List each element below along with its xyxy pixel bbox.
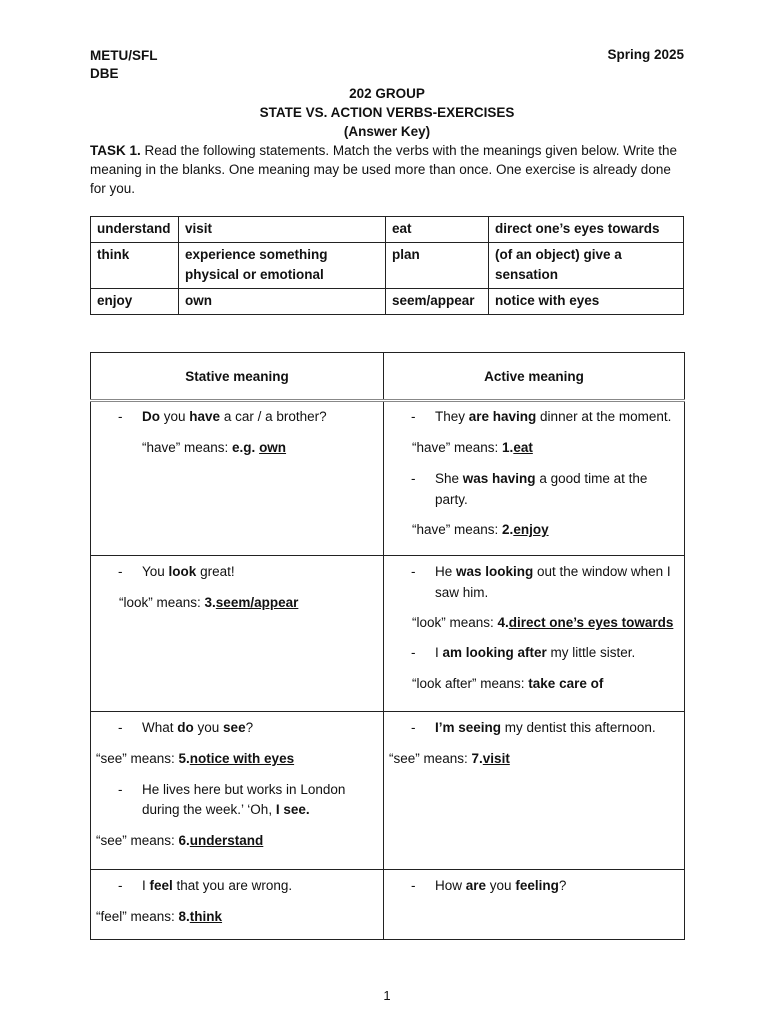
stative-header: Stative meaning [91,353,384,401]
meaning-answer: “have” means: e.g. own [142,440,287,455]
meaning-cell: eat [386,217,489,243]
exercise-table [90,352,685,940]
active-cell [384,712,685,870]
meaning-answer: “look” means: 3.seem/appear [119,595,299,610]
bullet-dash: - [411,471,416,486]
sentence: Do you have a car / a brother? [142,409,327,424]
bullet-dash: - [118,878,123,893]
header-term: Spring 2025 [607,47,684,62]
task-instructions [90,141,690,198]
stative-cell [91,870,384,940]
table-row [91,289,684,315]
meaning-answer: “look” means: 4.direct one’s eyes towards [412,615,674,630]
meaning-cell: (of an object) give a sensation [489,243,684,289]
meaning-answer: “see” means: 7.visit [389,751,510,766]
active-header: Active meaning [384,353,685,401]
meaning-answer: “look after” means: take care of [412,676,604,691]
header-institution-block [90,47,158,83]
active-cell [384,401,685,556]
sentence: What do you see? [142,720,254,735]
bullet-dash: - [411,564,416,579]
title-block [0,84,768,141]
page-title: STATE VS. ACTION VERBS-EXERCISES [259,105,515,120]
stative-cell [91,712,384,870]
page-number: 1 [383,988,391,1003]
meaning-cell: seem/appear [386,289,489,315]
page-subtitle: (Answer Key) [343,124,431,139]
bullet-dash: - [411,409,416,424]
meaning-answer: “feel” means: 8.think [96,909,223,924]
meaning-answer: “see” means: 6.understand [96,833,264,848]
table-row [91,217,684,243]
sentence: He lives here but works in London [142,782,346,797]
bullet-dash: - [411,878,416,893]
sentence-continuation: during the week.’ ‘Oh, I see. [142,802,310,817]
bullet-dash: - [118,782,123,797]
header-institution: METU/SFL [90,48,158,63]
meaning-cell: plan [386,243,489,289]
meaning-answer: “have” means: 2.enjoy [412,522,549,537]
bullet-dash: - [118,720,123,735]
header-department: DBE [90,66,119,81]
task-label: TASK 1. [90,143,141,158]
table-row [91,556,685,712]
sentence: You look great! [142,564,235,579]
sentence: She was having a good time at the [435,471,648,486]
sentence: I’m seeing my dentist this afternoon. [435,720,656,735]
meaning-answer: “have” means: 1.eat [412,440,533,455]
meaning-cell: notice with eyes [489,289,684,315]
sentence: How are you feeling? [435,878,567,893]
meanings-table [90,216,684,315]
bullet-dash: - [118,564,123,579]
stative-cell [91,556,384,712]
active-cell [384,556,685,712]
sentence-continuation: saw him. [435,585,489,600]
active-cell [384,870,685,940]
table-row [91,243,684,289]
sentence: I am looking after my little sister. [435,645,636,660]
meaning-cell: experience something physical or emotional [179,243,386,289]
task-text: Read the following statements. Match the verbs with the meanings given below. Write the meaning in the blanks. One meaning may be used more than once. One exercise is already done for you. [90,143,678,196]
meaning-answer: “see” means: 5.notice with eyes [96,751,295,766]
meaning-cell: visit [179,217,386,243]
meaning-cell: understand [91,217,179,243]
meaning-cell: direct one’s eyes towards [489,217,684,243]
stative-cell [91,401,384,556]
meaning-cell: enjoy [91,289,179,315]
table-row [91,870,685,940]
sentence: He was looking out the window when I [435,564,671,579]
table-row [91,401,685,556]
meaning-cell: own [179,289,386,315]
sentence: I feel that you are wrong. [142,878,293,893]
bullet-dash: - [118,409,123,424]
table-header-row [91,353,685,401]
table-row [91,712,685,870]
meaning-cell: think [91,243,179,289]
sentence: They are having dinner at the moment. [435,409,672,424]
bullet-dash: - [411,720,416,735]
group-title: 202 GROUP [349,86,425,101]
sentence-continuation: party. [435,492,468,507]
bullet-dash: - [411,645,416,660]
